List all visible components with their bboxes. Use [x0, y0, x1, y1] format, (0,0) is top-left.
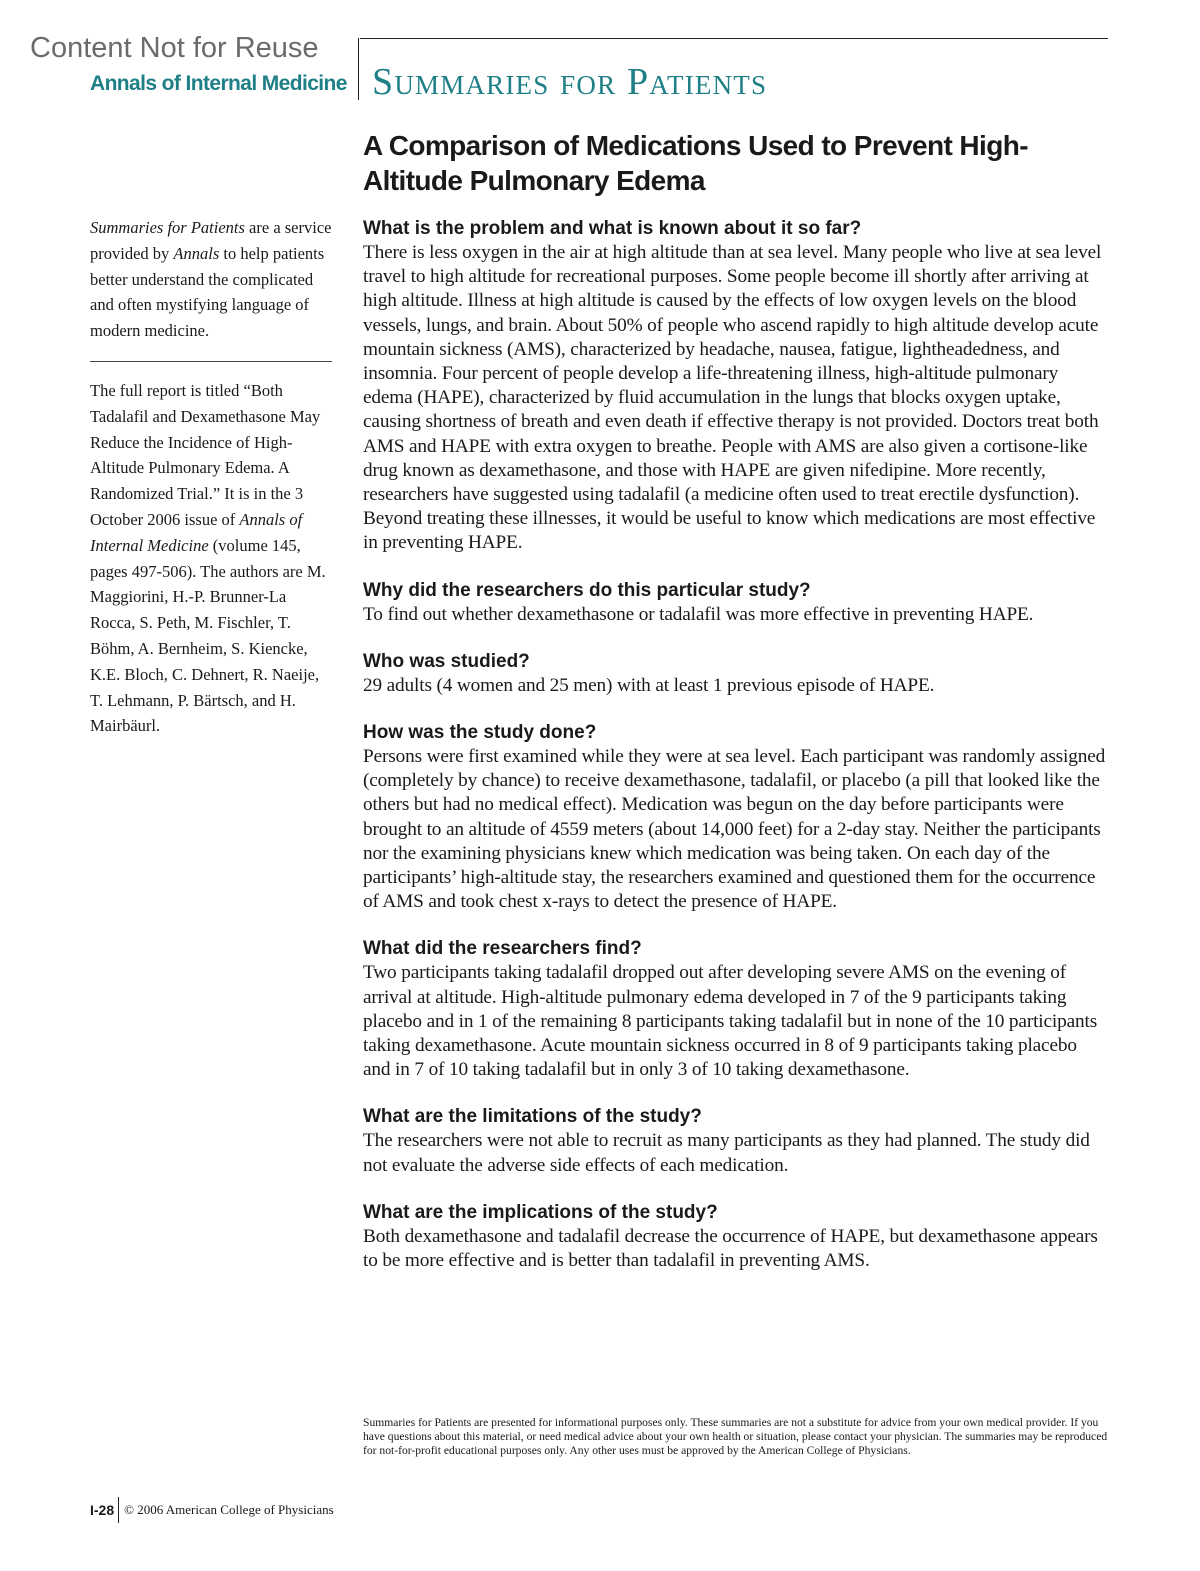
- sidebar-divider: [90, 361, 332, 362]
- section-body: Two participants taking tadalafil dropped out after developing severe AMS on the evening of arrival at altitude. High-altitude pulmonary edema developed in 7 of the 9 participants taking placebo and in 1 of the remaining 8 participants taking tadalafil but in none of the 10 participants taking dexamethasone. Acute mountain sickness occurred in 8 of 9 participants taking placebo and in 7 of 10 taking tadalafil but in only 3 of 10 taking dexamethasone.: [363, 962, 1098, 1081]
- section-body: Persons were first examined while they were at sea level. Each participant was randomly assigned (completely by chance) to receive dexamethasone, tadalafil, or placebo (a pill that looked like the others but had no medical effect). Medication was begun on the day before participants were brought to an altitude of 4559 meters (about 14,000 feet) for a 2-day stay. Neither the participants nor the examining physicians knew which medication was being taken. On each day of the participants’ high-altitude stay, the researchers examined and questioned them for the occurrence of AMS and took chest x-rays to detect the presence of HAPE.: [363, 746, 1106, 913]
- main-content: [363, 216, 1108, 1295]
- journal-name: Annals of Internal Medicine: [90, 72, 347, 95]
- section-heading: What are the limitations of the study?: [363, 1106, 702, 1128]
- sidebar-intro-em1: Summaries for Patients: [90, 218, 245, 237]
- section-banner: Summaries for Patients: [372, 61, 768, 103]
- page-number: I-28: [90, 1502, 115, 1518]
- section-heading: Why did the researchers do this particular study?: [363, 579, 811, 601]
- sidebar-intro: [90, 215, 332, 344]
- sidebar-report: [90, 378, 332, 739]
- footer-divider: [118, 1497, 119, 1523]
- section-limitations: [363, 1104, 1108, 1177]
- section-problem: [363, 216, 1108, 556]
- disclaimer: Summaries for Patients are presented for informational purposes only. These summaries are not a substitute for advice from your own medical provider. If you have questions about this material, or need medical advice about your own health or situation, please contact your physician. The summaries may be reproduced for not-for-profit educational purposes only. Any other uses must be approved by the American College of Physicians.: [363, 1416, 1108, 1457]
- sidebar-intro-text2: to help patients better understand the complicated and often mystifying language of modern medicine.: [90, 243, 325, 341]
- page-footer: [90, 1497, 334, 1523]
- section-why: [363, 578, 1108, 627]
- header-rule: [360, 38, 1108, 39]
- sidebar-intro-text1: are a service provided by: [90, 218, 332, 263]
- copyright: © 2006 American College of Physicians: [124, 1502, 334, 1517]
- section-body: There is less oxygen in the air at high altitude than at sea level. Many people who live at sea level travel to high altitude for recreational purposes. Some people become ill shortly after arriving at high altitude. Illness at high altitude is caused by the effects of low oxygen levels on the blood vessels, lungs, and brain. About 50% of people who ascend rapidly to high altitude develop acute mountain sickness (AMS), characterized by headache, nausea, fatigue, lightheadedness, and insomnia. Four percent of people develop a life-threatening illness, high-altitude pulmonary edema (HAPE), characterized by fluid accumulation in the lungs that blocks oxygen uptake, causing shortness of breath and even death if effective therapy is not provided. Doctors treat both AMS and HAPE with extra oxygen to breathe. People with AMS are also given a cortisone-like drug known as dexamethasone, and those with HAPE are given nifedipine. More recently, researchers have suggested using tadalafil (a medicine often used to treat erectile dysfunction). Beyond treating these illnesses, it would be useful to know which medications are most effective in preventing HAPE.: [363, 242, 1102, 554]
- section-body: Both dexamethasone and tadalafil decrease the occurrence of HAPE, but dexamethasone appears to be more effective and is better than tadalafil in preventing AMS.: [363, 1225, 1098, 1272]
- sidebar-report-journal: Annals of Internal Medicine: [90, 509, 303, 555]
- section-implications: [363, 1200, 1108, 1273]
- section-body: The researchers were not able to recruit as many participants as they had planned. The study did not evaluate the adverse side effects of each medication.: [363, 1130, 1090, 1176]
- section-heading: What did the researchers find?: [363, 938, 642, 960]
- watermark: Content Not for Reuse: [30, 32, 319, 64]
- section-findings: [363, 936, 1108, 1082]
- section-heading: How was the study done?: [363, 722, 597, 744]
- section-who: [363, 649, 1108, 698]
- section-heading: What are the implications of the study?: [363, 1201, 718, 1223]
- section-heading: What is the problem and what is known about it so far?: [363, 218, 862, 239]
- sidebar-report-text2: (volume 145, pages 497-506). The authors are M. Maggiorini, H.-P. Brunner-La Rocca, S. Peth, M. Fischler, T. Böhm, A. Bernheim, S. Kiencke, K.E. Bloch, C. Dehnert, R. Naeije, T. Lehmann, P. Bärtsch, and H. Mairbäurl.: [90, 535, 326, 736]
- section-body: 29 adults (4 women and 25 men) with at least 1 previous episode of HAPE.: [363, 674, 935, 696]
- sidebar-report-text1: The full report is titled “Both Tadalafil and Dexamethasone May Reduce the Incidence of High-Altitude Pulmonary Edema. A Randomized Trial.” It is in the 3 October 2006 issue of: [90, 381, 321, 529]
- sidebar-intro-em2: Annals: [173, 243, 220, 263]
- header-divider: [358, 38, 359, 100]
- article-title: A Comparison of Medications Used to Prevent High-Altitude Pulmonary Edema: [363, 130, 1028, 196]
- section-heading: Who was studied?: [363, 650, 530, 672]
- section-how: [363, 720, 1108, 914]
- section-body: To find out whether dexamethasone or tadalafil was more effective in preventing HAPE.: [363, 603, 1034, 625]
